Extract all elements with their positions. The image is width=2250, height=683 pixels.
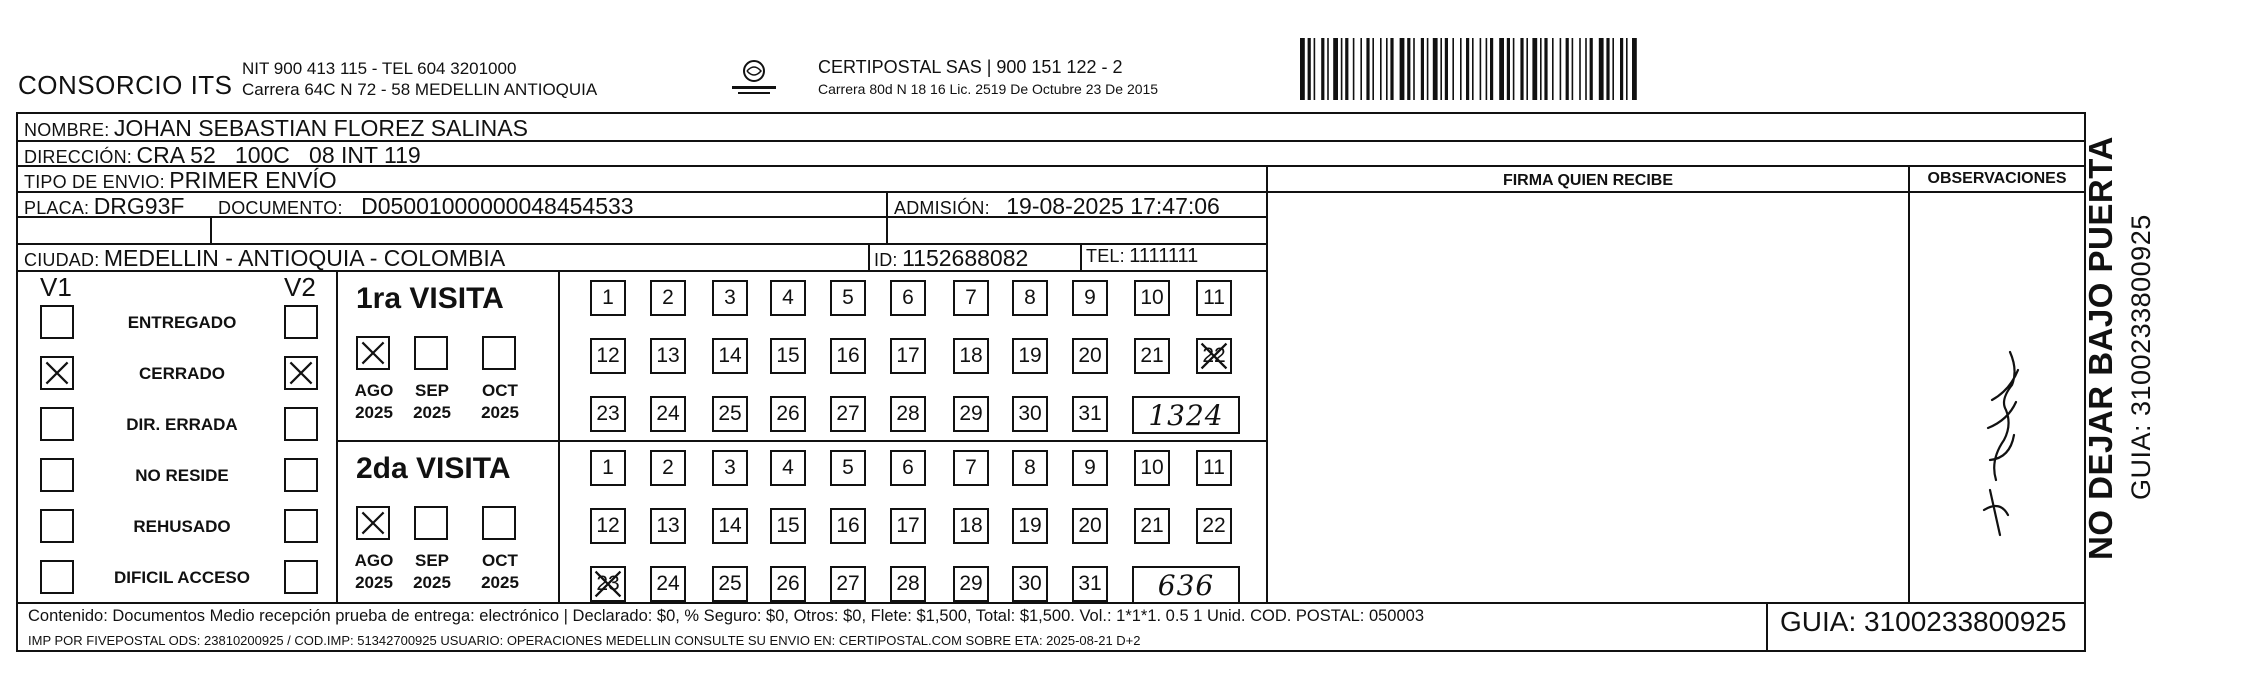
certipostal-info	[818, 56, 1158, 100]
nit-line: NIT 900 413 115 - TEL 604 3201000	[242, 59, 517, 78]
day-box[interactable]: 9	[1072, 280, 1108, 316]
day-box[interactable]: 20	[1072, 508, 1108, 544]
handwritten-time: 1324	[1132, 396, 1240, 434]
footer-contenido: Contenido: Documentos Medio recepción prueba de entrega: electrónico | Declarado: $0, % Seguro: $0, Otros: $0, Flete: $1,500, Total: $1,500. Vol.: 1*1*1. 0.5 1 Unid. COD. POSTAL: 050003	[28, 607, 1425, 625]
day-box[interactable]: 17	[890, 508, 926, 544]
v2-checkbox[interactable]	[284, 305, 318, 339]
month-checkbox[interactable]	[414, 336, 448, 370]
day-box[interactable]: 24	[650, 566, 686, 602]
day-box[interactable]: 4	[770, 450, 806, 486]
day-box[interactable]: 28	[890, 396, 926, 432]
ciudad-value: MEDELLIN - ANTIOQUIA - COLOMBIA	[103, 245, 506, 271]
month-label: SEP 2025	[413, 551, 451, 592]
certipostal-sub: Carrera 80d N 18 16 Lic. 2519 De Octubre 23 De 2015	[818, 81, 1159, 97]
day-box[interactable]: 22	[1196, 508, 1232, 544]
guia-number: GUIA: 3100233800925	[1780, 606, 2067, 637]
address-line: Carrera 64C N 72 - 58 MEDELLIN ANTIOQUIA	[242, 80, 598, 99]
month-label: OCT 2025	[481, 381, 519, 422]
day-box[interactable]: 13	[650, 508, 686, 544]
day-box[interactable]: 2	[650, 450, 686, 486]
month-checkbox[interactable]	[356, 336, 390, 370]
firma-title: FIRMA QUIEN RECIBE	[1502, 172, 1674, 189]
day-box[interactable]: 15	[770, 338, 806, 374]
v1-checkbox[interactable]	[40, 305, 74, 339]
v2-checkbox[interactable]	[284, 509, 318, 543]
documento-label: DOCUMENTO:	[218, 198, 343, 218]
v1-checkbox[interactable]	[40, 407, 74, 441]
placa-label: PLACA:	[24, 198, 90, 218]
day-box[interactable]: 28	[890, 566, 926, 602]
day-box[interactable]: 18	[953, 338, 989, 374]
day-box[interactable]: 11	[1196, 450, 1232, 486]
month-label: SEP 2025	[413, 381, 451, 422]
nombre-row	[24, 115, 528, 142]
day-box[interactable]: 7	[953, 280, 989, 316]
certipostal-line: CERTIPOSTAL SAS | 900 151 122 - 2	[818, 57, 1123, 77]
direccion-row	[24, 142, 421, 169]
day-box[interactable]: 1	[590, 280, 626, 316]
day-box[interactable]: 23	[590, 566, 626, 602]
nombre-label: NOMBRE:	[24, 120, 110, 140]
day-box[interactable]: 15	[770, 508, 806, 544]
v1-checkbox[interactable]	[40, 458, 74, 492]
day-box[interactable]: 12	[590, 508, 626, 544]
day-box[interactable]: 5	[830, 450, 866, 486]
id-value: 1152688082	[902, 245, 1029, 271]
day-box[interactable]: 30	[1012, 566, 1048, 602]
certipostal-logo	[728, 58, 780, 98]
day-box[interactable]: 23	[590, 396, 626, 432]
day-box[interactable]: 5	[830, 280, 866, 316]
no-dejar-bajo-puerta: NO DEJAR BAJO PUERTA	[2082, 136, 2119, 560]
day-box[interactable]: 24	[650, 396, 686, 432]
id-label: ID:	[874, 250, 898, 270]
v1-checkbox[interactable]	[40, 560, 74, 594]
day-box[interactable]: 25	[712, 566, 748, 602]
company-info	[242, 58, 597, 100]
tipo-row	[24, 167, 337, 194]
day-box[interactable]: 27	[830, 396, 866, 432]
admision-row	[894, 193, 1220, 220]
documento-row	[218, 193, 634, 220]
day-box[interactable]: 16	[830, 508, 866, 544]
v1-checkbox[interactable]	[40, 356, 74, 390]
month-label: OCT 2025	[481, 551, 519, 592]
day-box[interactable]: 13	[650, 338, 686, 374]
v2-header: V2	[284, 272, 316, 302]
day-box[interactable]: 12	[590, 338, 626, 374]
signature-handwritten	[1960, 340, 2040, 540]
guia-vertical: GUIA: 3100233800925	[2126, 214, 2156, 500]
day-box[interactable]: 27	[830, 566, 866, 602]
day-box[interactable]: 6	[890, 280, 926, 316]
ciudad-label: CIUDAD:	[24, 250, 100, 270]
day-box[interactable]: 25	[712, 396, 748, 432]
placa-value: DRG93F	[93, 193, 185, 219]
day-box[interactable]: 19	[1012, 508, 1048, 544]
day-box[interactable]: 3	[712, 450, 748, 486]
admision-label: ADMISIÓN:	[894, 198, 990, 218]
barcode	[1298, 38, 1638, 100]
observaciones-title: OBSERVACIONES	[1927, 170, 2067, 187]
placa-row	[24, 193, 184, 220]
day-box[interactable]: 17	[890, 338, 926, 374]
status-label: NO RESIDE	[135, 466, 229, 485]
day-box[interactable]: 16	[830, 338, 866, 374]
tipo-value: PRIMER ENVÍO	[169, 167, 337, 193]
company-name: CONSORCIO ITS	[18, 70, 233, 100]
visit-title: 2da VISITA	[356, 452, 511, 485]
day-box[interactable]: 22	[1196, 338, 1232, 374]
day-box[interactable]: 19	[1012, 338, 1048, 374]
month-checkbox[interactable]	[482, 506, 516, 540]
tel-value: 1111111	[1129, 245, 1199, 267]
status-label: DIR. ERRADA	[126, 415, 238, 434]
day-box[interactable]: 18	[953, 508, 989, 544]
v2-checkbox[interactable]	[284, 560, 318, 594]
day-box[interactable]: 29	[953, 396, 989, 432]
documento-value: D05001000000048454533	[361, 193, 634, 219]
day-box[interactable]: 21	[1134, 508, 1170, 544]
day-box[interactable]: 30	[1012, 396, 1048, 432]
day-box[interactable]: 8	[1012, 450, 1048, 486]
month-checkbox[interactable]	[482, 336, 516, 370]
day-box[interactable]: 21	[1134, 338, 1170, 374]
status-label: REHUSADO	[133, 517, 231, 536]
tel-row	[1086, 245, 1198, 268]
direccion-value: CRA 52 100C 08 INT 119	[136, 142, 421, 168]
day-box[interactable]: 1	[590, 450, 626, 486]
day-box[interactable]: 31	[1072, 396, 1108, 432]
v1-checkbox[interactable]	[40, 509, 74, 543]
day-box[interactable]: 14	[712, 338, 748, 374]
month-label: AGO 2025	[354, 381, 394, 422]
v2-checkbox[interactable]	[284, 356, 318, 390]
day-box[interactable]: 7	[953, 450, 989, 486]
status-label: CERRADO	[139, 364, 225, 383]
ciudad-row	[24, 245, 505, 272]
status-label: ENTREGADO	[127, 313, 237, 332]
footer-imp: IMP POR FIVEPOSTAL ODS: 23810200925 / COD.IMP: 51342700925 USUARIO: OPERACIONES MEDELLIN CONSULTE SU ENVIO EN: CERTIPOSTAL.COM SOBRE ETA: 2025-08-21 D+2	[28, 633, 1141, 648]
day-box[interactable]: 11	[1196, 280, 1232, 316]
day-box[interactable]: 4	[770, 280, 806, 316]
visit-title: 1ra VISITA	[356, 282, 504, 315]
month-checkbox[interactable]	[356, 506, 390, 540]
day-box[interactable]: 20	[1072, 338, 1108, 374]
id-row	[874, 245, 1028, 272]
admision-value: 19-08-2025 17:47:06	[1006, 193, 1220, 219]
day-box[interactable]: 9	[1072, 450, 1108, 486]
v2-checkbox[interactable]	[284, 458, 318, 492]
tipo-label: TIPO DE ENVIO:	[24, 172, 165, 192]
tel-label: TEL:	[1086, 246, 1125, 266]
day-box[interactable]: 29	[953, 566, 989, 602]
day-box[interactable]: 31	[1072, 566, 1108, 602]
day-box[interactable]: 26	[770, 566, 806, 602]
day-box[interactable]: 6	[890, 450, 926, 486]
day-box[interactable]: 3	[712, 280, 748, 316]
month-label: AGO 2025	[354, 551, 394, 592]
nombre-value: JOHAN SEBASTIAN FLOREZ SALINAS	[113, 115, 528, 141]
month-checkbox[interactable]	[414, 506, 448, 540]
day-box[interactable]: 10	[1134, 280, 1170, 316]
status-label: DIFICIL ACCESO	[113, 568, 250, 587]
day-box[interactable]: 14	[712, 508, 748, 544]
handwritten-time: 636	[1132, 566, 1240, 604]
direccion-label: DIRECCIÓN:	[24, 147, 133, 167]
day-box[interactable]: 26	[770, 396, 806, 432]
day-box[interactable]: 10	[1134, 450, 1170, 486]
day-box[interactable]: 2	[650, 280, 686, 316]
v1-header: V1	[40, 272, 72, 302]
day-box[interactable]: 8	[1012, 280, 1048, 316]
v2-checkbox[interactable]	[284, 407, 318, 441]
